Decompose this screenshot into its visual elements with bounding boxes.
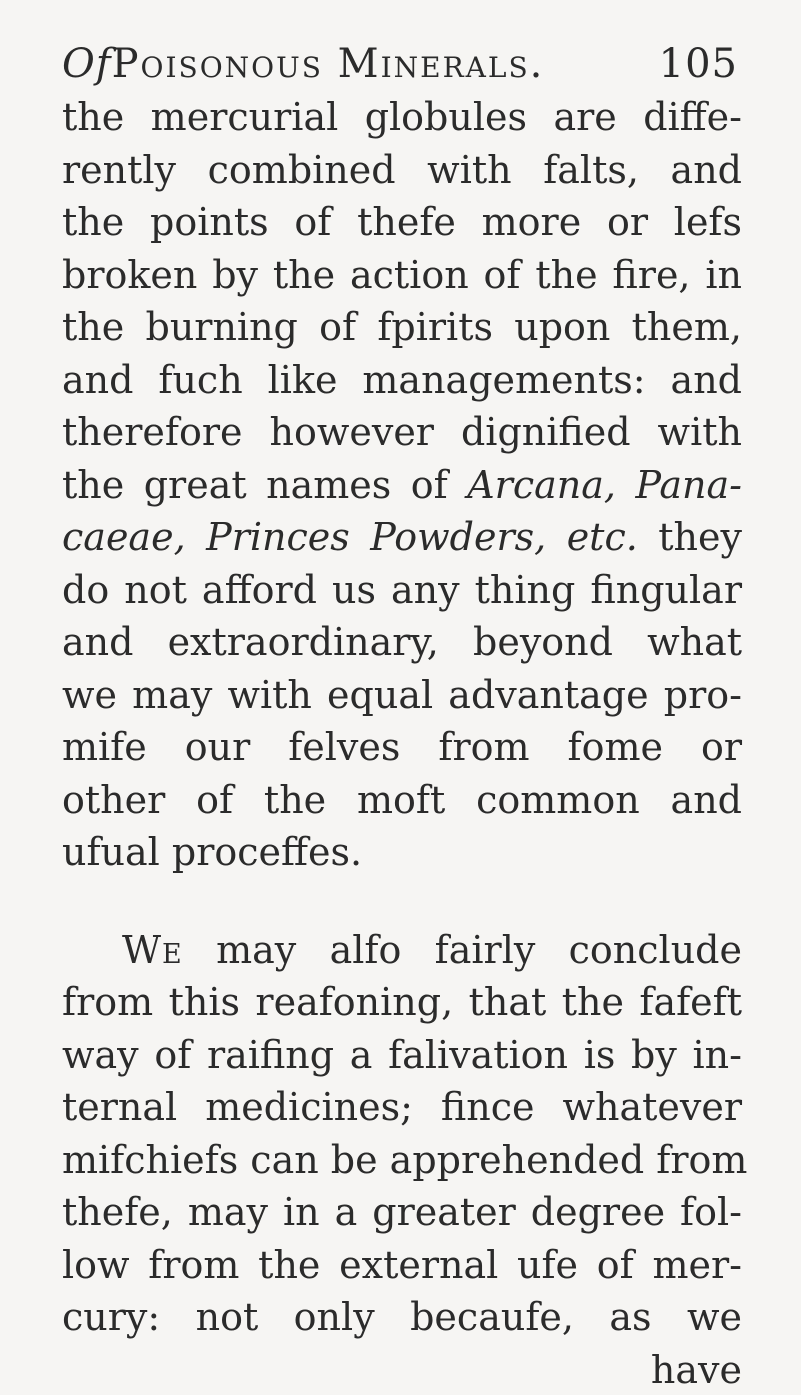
italic-term-etc: etc. xyxy=(566,515,638,559)
text-span: may alfo fairly conclude xyxy=(216,927,742,972)
text-line: broken by the action of the fire, in xyxy=(62,252,742,297)
text-line: therefore however dignified with xyxy=(62,410,742,454)
text-line: low from the external ufe of mer- xyxy=(62,1242,742,1287)
italic-term-arcana: Arcana, xyxy=(467,462,616,507)
text-line: the points of thefe more or lefs xyxy=(62,200,742,244)
text-line: other of the moft common and xyxy=(62,777,742,822)
text-line: ternal medicines; fince whatever xyxy=(62,1085,742,1129)
italic-term-panaceae-start: Pana- xyxy=(635,462,742,507)
text-line xyxy=(62,512,742,562)
header-of: Of xyxy=(62,41,112,87)
header-title: Poisonous Minerals. xyxy=(111,41,545,87)
paragraph-opening-word: We xyxy=(122,927,183,972)
text-line: cury: not only becaufe, as we xyxy=(62,1295,742,1339)
text-line: and extraordinary, beyond what xyxy=(62,620,742,664)
text-line: the mercurial globules are diffe- xyxy=(62,95,742,139)
text-span: they xyxy=(658,515,742,559)
text-line: rently combined with falts, and xyxy=(62,147,742,192)
text-line: do not afford us any thing fingular xyxy=(62,567,742,612)
text-line: and fuch like managements: and xyxy=(62,357,742,402)
text-line: the burning of fpirits upon them, xyxy=(62,305,742,349)
text-line: way of raifing a falivation is by in- xyxy=(62,1032,742,1077)
italic-term-princes-powders: Princes Powders, xyxy=(206,515,547,559)
text-span: the great names of xyxy=(62,462,448,507)
page-number: 105 xyxy=(658,41,738,87)
text-line xyxy=(62,460,742,510)
text-line: we may with equal advantage pro- xyxy=(62,672,742,717)
running-header xyxy=(62,36,742,92)
text-line: mifchiefs can be apprehended from xyxy=(62,1137,748,1182)
catchword: have xyxy=(650,1347,742,1392)
text-line xyxy=(122,925,742,975)
text-line: from this reafoning, that the fafeft xyxy=(62,980,742,1024)
text-line: mife our felves from fome or xyxy=(62,725,742,769)
italic-term-panaceae-end: caeae, xyxy=(62,515,186,559)
text-line: thefe, may in a greater degree fol- xyxy=(62,1190,742,1234)
text-line: ufual proceffes. xyxy=(62,830,363,874)
